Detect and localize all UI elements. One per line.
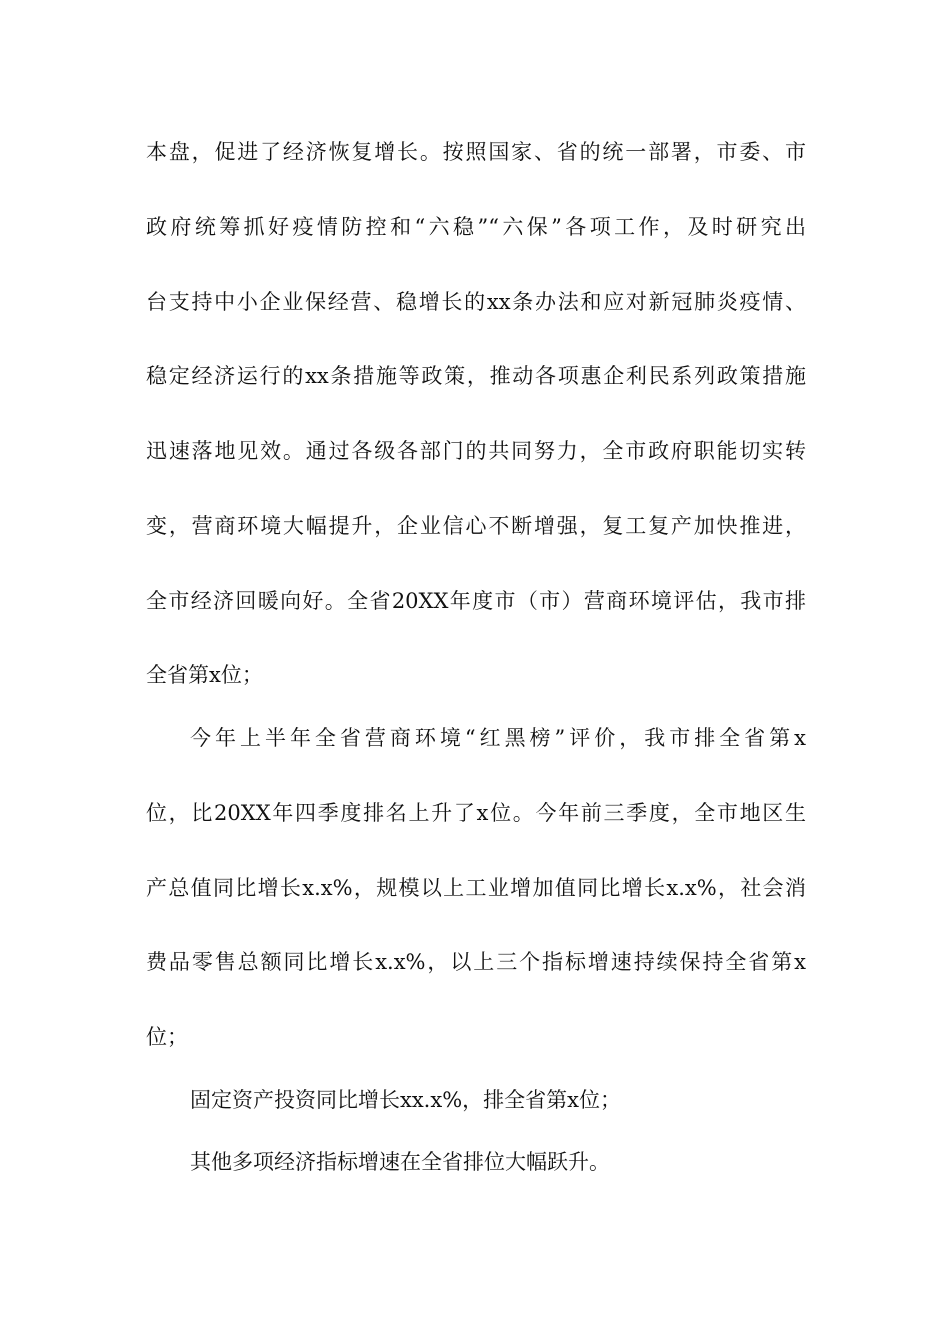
paragraph-line: 本盘，促进了经济恢复增长。按照国家、省的统一部署，市委、市 <box>146 140 806 164</box>
paragraph-line: 固定资产投资同比增长xx.x%，排全省第x位； <box>190 1088 622 1112</box>
paragraph-line: 全市经济回暖向好。全省20XX年度市（市）营商环境评估，我市排 <box>146 589 806 613</box>
paragraph-line: 变，营商环境大幅提升，企业信心不断增强，复工复产加快推进， <box>146 514 806 538</box>
paragraph-line: 台支持中小企业保经营、稳增长的xx条办法和应对新冠肺炎疫情、 <box>146 290 806 314</box>
paragraph-line: 其他多项经济指标增速在全省排位大幅跃升。 <box>190 1150 610 1174</box>
paragraph-line: 迅速落地见效。通过各级各部门的共同努力，全市政府职能切实转 <box>146 439 806 463</box>
paragraph-line: 位； <box>146 1025 188 1049</box>
paragraph-line: 今年上半年全省营商环境“红黑榜”评价，我市排全省第x <box>190 726 806 750</box>
paragraph-line: 政府统筹抓好疫情防控和“六稳”“六保”各项工作，及时研究出 <box>146 215 806 239</box>
paragraph-line: 位，比20XX年四季度排名上升了x位。今年前三季度，全市地区生 <box>146 801 806 825</box>
paragraph-line: 稳定经济运行的xx条措施等政策，推动各项惠企利民系列政策措施 <box>146 364 806 388</box>
paragraph-line: 费品零售总额同比增长x.x%，以上三个指标增速持续保持全省第x <box>146 950 806 974</box>
paragraph-line: 全省第x位； <box>146 663 263 687</box>
paragraph-line: 产总值同比增长x.x%，规模以上工业增加值同比增长x.x%，社会消 <box>146 876 806 900</box>
